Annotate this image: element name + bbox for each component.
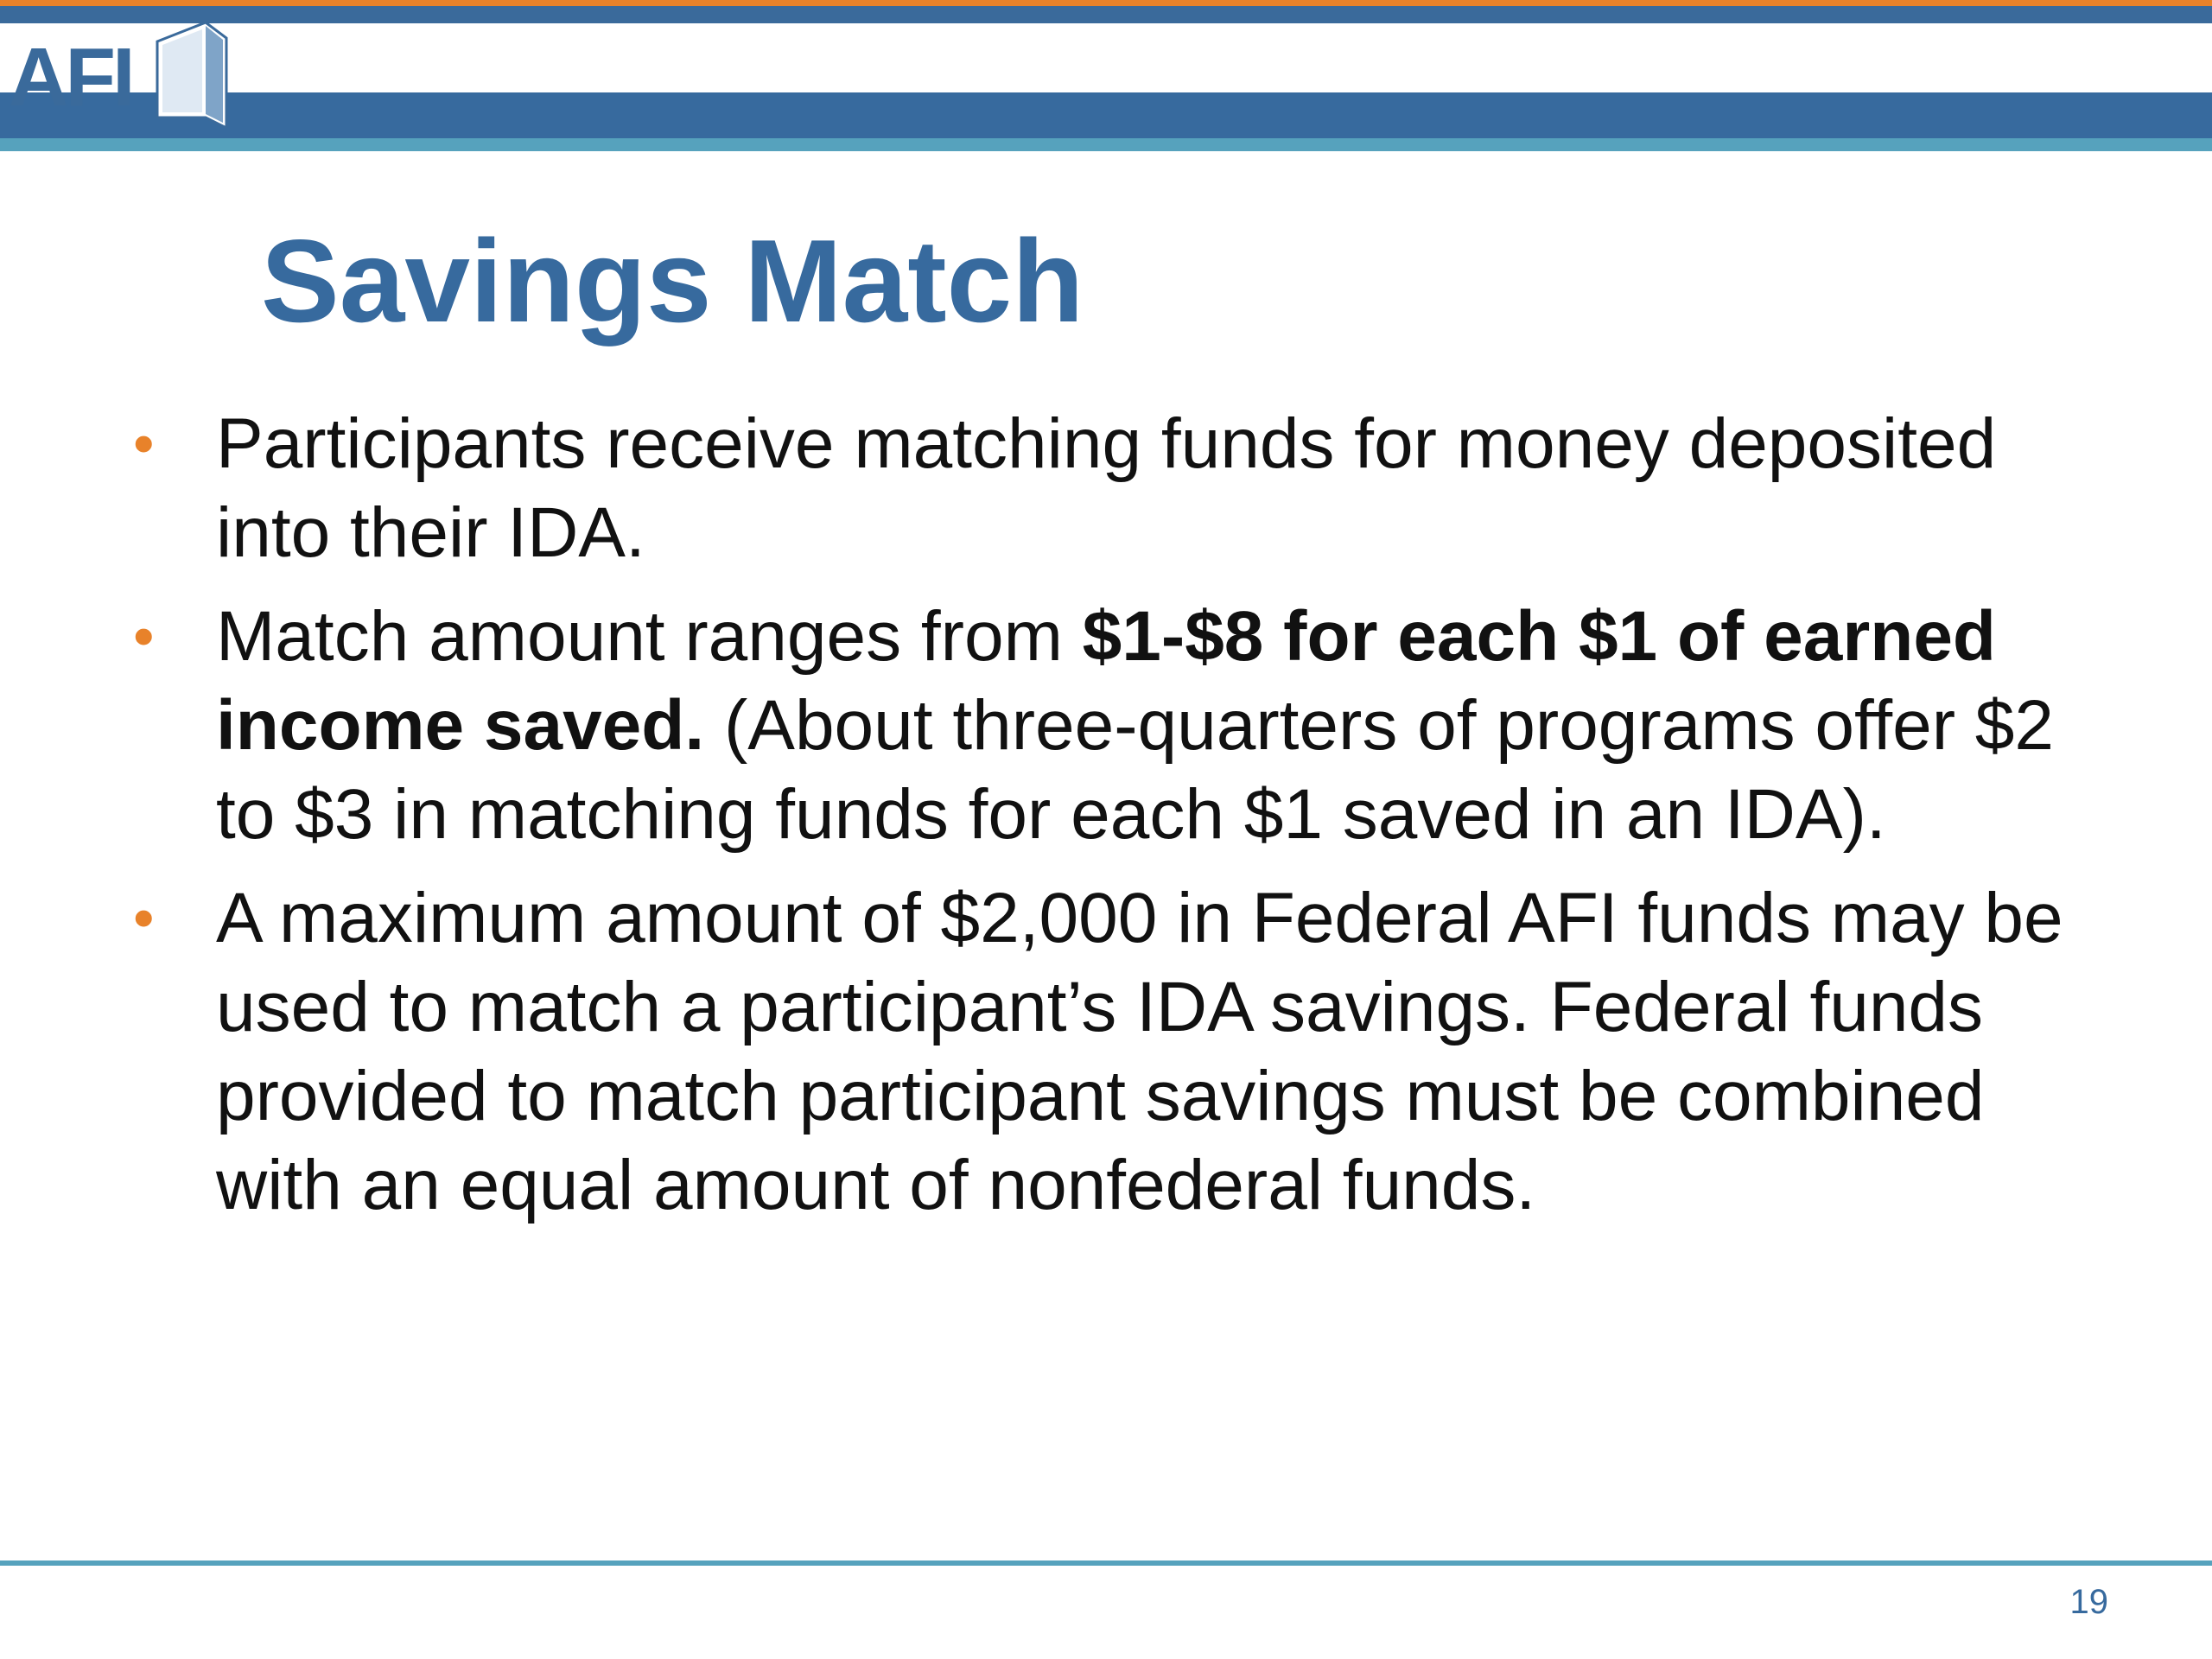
bullet-list — [130, 399, 2100, 1244]
bullet-item — [130, 399, 2100, 577]
header-teal-band — [0, 138, 2212, 151]
bullet-dot-icon: • — [133, 410, 155, 477]
page-number: 19 — [2069, 1583, 2108, 1621]
bullet-text: A maximum amount of $2,000 in Federal AFI funds may be used to match a participant’s IDA savings. Federal funds provided to match participant savings must be combined with an equal amount of nonfederal funds. — [216, 879, 2063, 1224]
header-accent-stripe — [0, 0, 2212, 6]
bullet-item — [130, 592, 2100, 859]
bullet-item — [130, 874, 2100, 1230]
header-top-band — [0, 6, 2212, 23]
afi-logo — [0, 22, 242, 130]
afi-logo-text: AFI — [9, 31, 132, 124]
bullet-text-suffix: (About three-quarters of programs offer $2 to $3 in matching funds for each $1 saved in an IDA). — [216, 686, 2054, 854]
bullet-text-prefix: Match amount ranges from — [216, 597, 1083, 676]
door-icon — [154, 22, 232, 128]
bullet-dot-icon: • — [133, 884, 155, 951]
bullet-text: Participants receive matching funds for money deposited into their IDA. — [216, 404, 1997, 572]
bullet-dot-icon: • — [133, 602, 155, 670]
bullet-text-bold: $1-$8 for each $1 of earned income saved. — [216, 597, 1997, 765]
slide-title: Savings Match — [261, 215, 1084, 346]
header-main-band — [0, 92, 2212, 138]
footer-divider — [0, 1560, 2212, 1566]
